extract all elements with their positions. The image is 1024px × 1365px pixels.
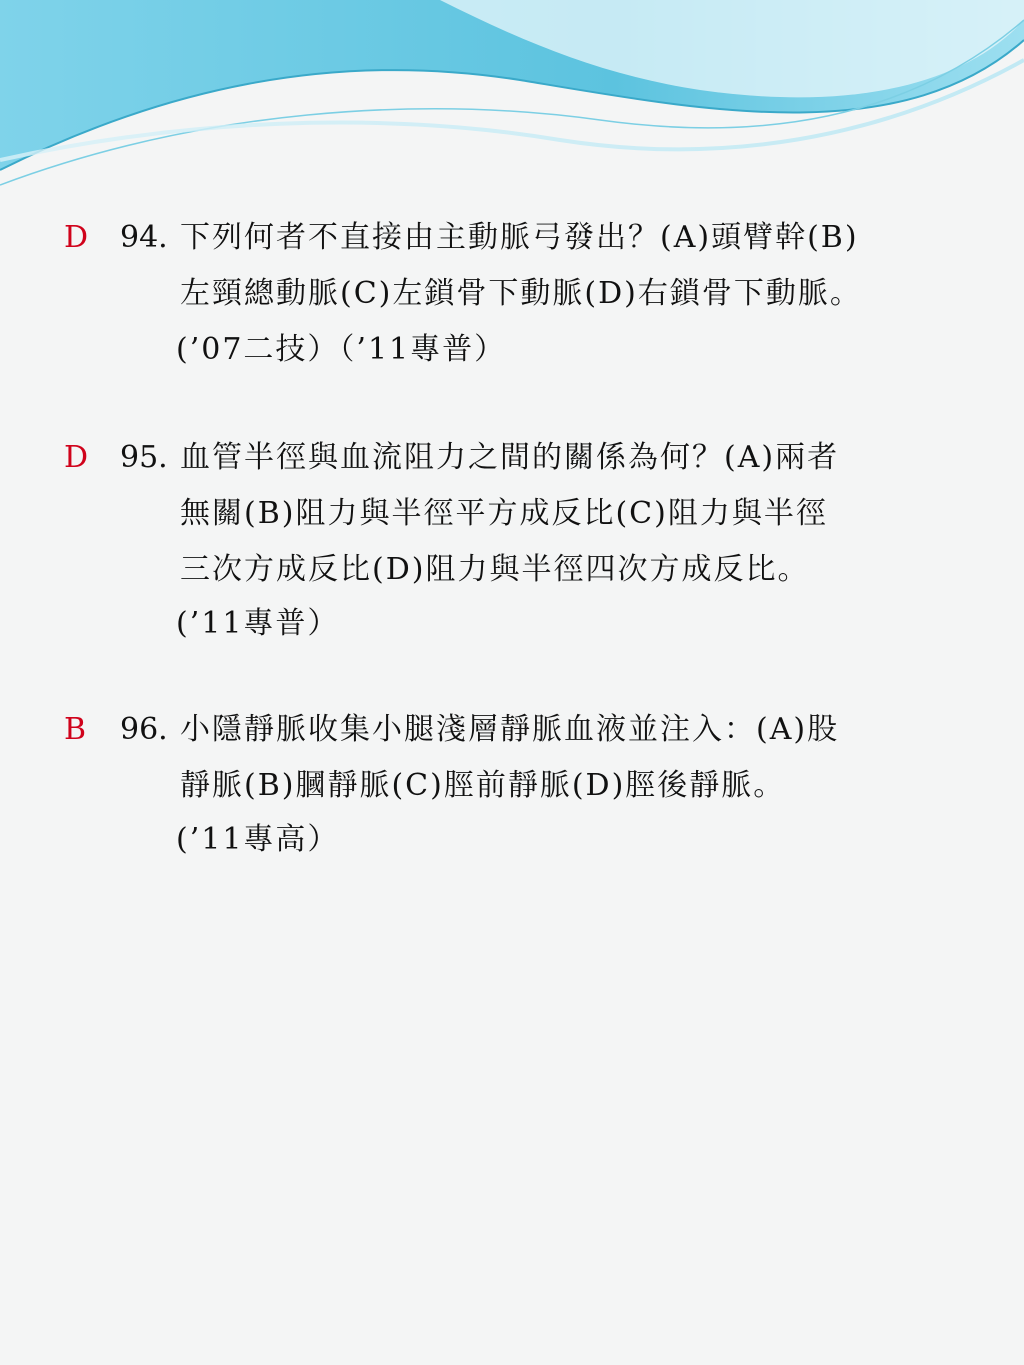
question-source: (’07二技）（’11專普） [176, 332, 507, 367]
question-text-line: 靜脈(B)膕靜脈(C)脛前靜脈(D)脛後靜脈。 [180, 768, 786, 803]
question-number: 95. [120, 440, 168, 475]
question-source: (’11專高） [176, 822, 340, 857]
question-number: 96. [120, 712, 168, 747]
question-number: 94. [120, 220, 168, 255]
answer-key: D [64, 440, 89, 475]
answer-key: D [64, 220, 89, 255]
question-text-line: 下列何者不直接由主動脈弓發出？(A)頭臂幹(B) [180, 220, 859, 255]
question-text-line: 左頸總動脈(C)左鎖骨下動脈(D)右鎖骨下動脈。 [180, 276, 862, 311]
question-text-line: 血管半徑與血流阻力之間的關係為何？(A)兩者 [180, 440, 840, 475]
question-text-line: 無關(B)阻力與半徑平方成反比(C)阻力與半徑 [180, 496, 828, 531]
question-source: (’11專普） [176, 606, 340, 641]
question-text-line: 三次方成反比(D)阻力與半徑四次方成反比。 [180, 552, 810, 587]
header-wave-decoration [0, 0, 1024, 200]
answer-key: B [64, 712, 87, 747]
question-text-line: 小隱靜脈收集小腿淺層靜脈血液並注入：(A)股 [180, 712, 840, 747]
